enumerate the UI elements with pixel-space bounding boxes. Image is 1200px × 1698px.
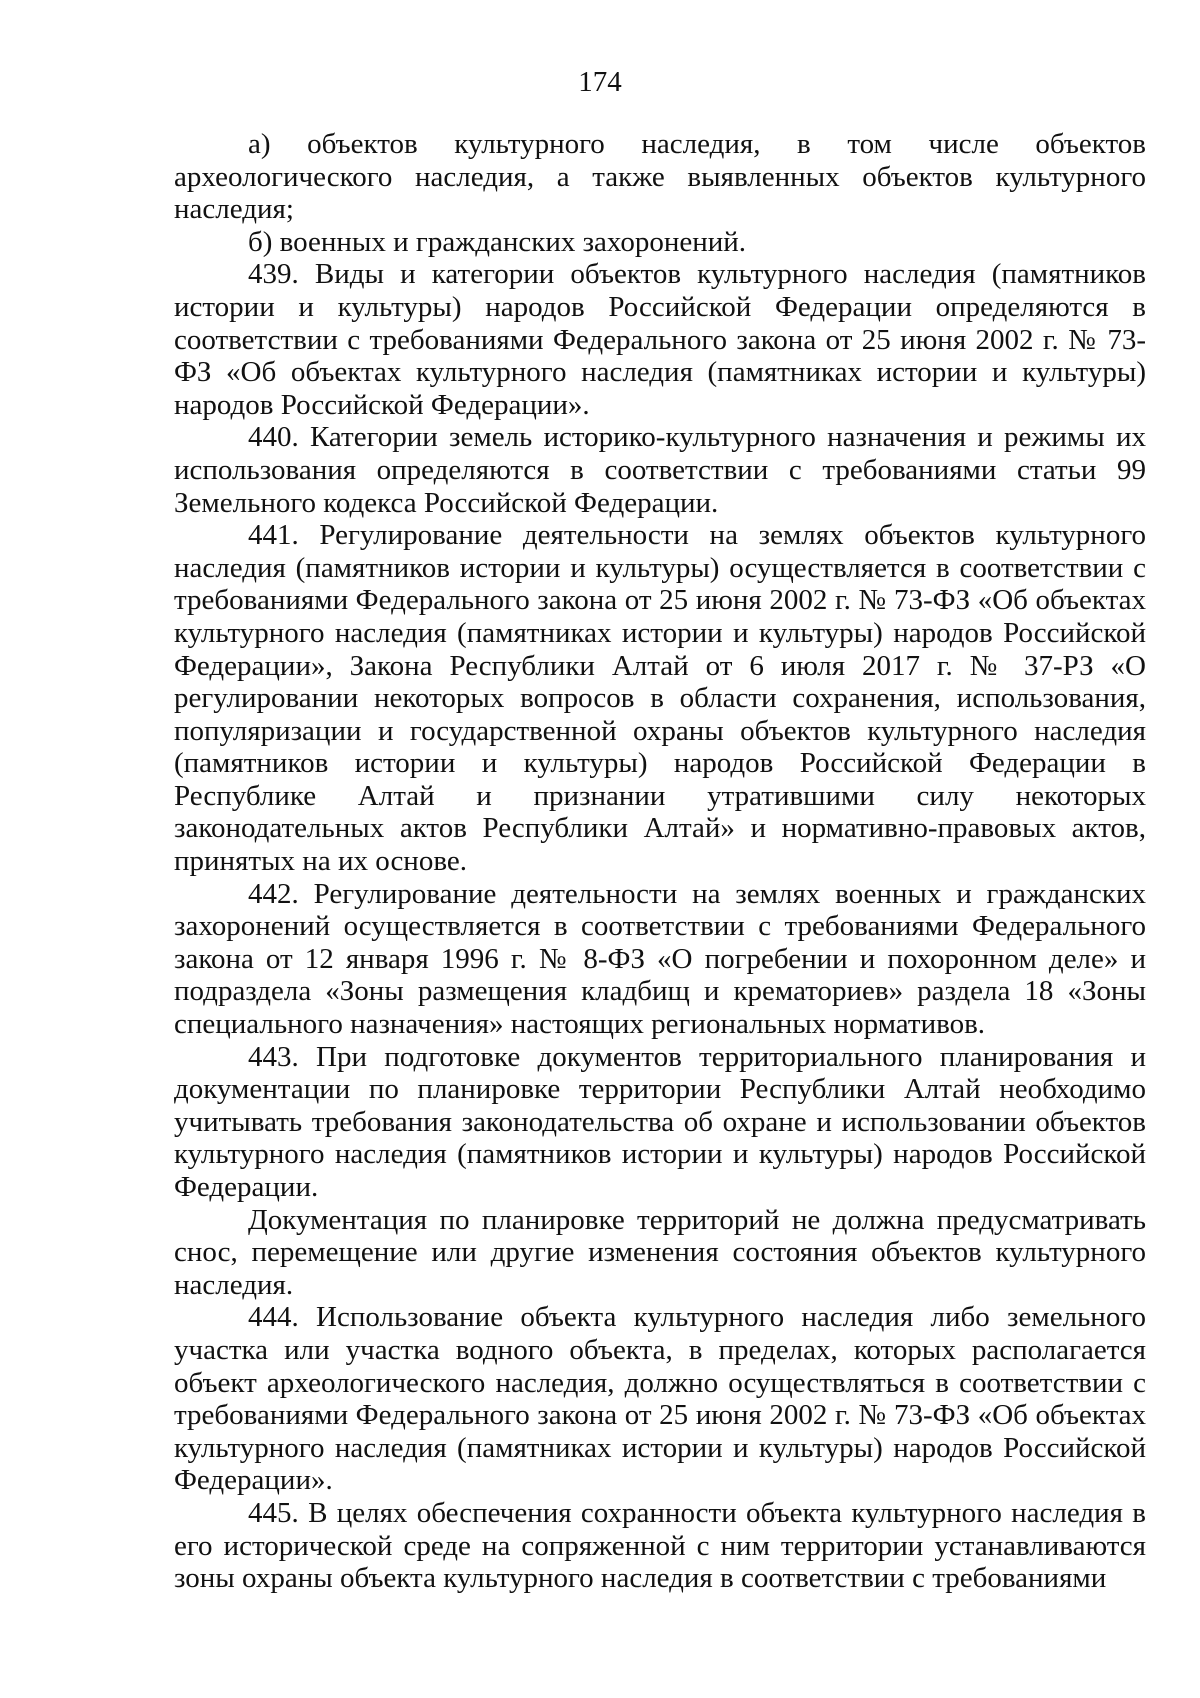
paragraph-443-continued: Документация по планировке территорий не должна предусматривать снос, перемещение или другие изменения состояния объектов культурного наследия. bbox=[174, 1203, 1146, 1301]
paragraph-443: 443. При подготовке документов территориального планирования и документации по планировке территории Республики Алтай необходимо учитывать требования законодательства об охране и использовании объектов культурного наследия (памятников истории и культуры) народов Российской Федерации. bbox=[174, 1040, 1146, 1203]
paragraph-440: 440. Категории земель историко-культурного назначения и режимы их использования определяются в соответствии с требованиями статьи 99 Земельного кодекса Российской Федерации. bbox=[174, 421, 1146, 519]
paragraph-441: 441. Регулирование деятельности на землях объектов культурного наследия (памятников истории и культуры) осуществляется в соответствии с требованиями Федерального закона от 25 июня 2002 г. № 73-ФЗ «Об объектах культурного наследия (памятниках истории и культуры) народов Российской Федерации», Закона Республики Алтай от 6 июля 2017 г. № 37-РЗ «О регулировании некоторых вопросов в области сохранения, использования, популяризации и государственной охраны объектов культурного наследия (памятников истории и культуры) народов Российской Федерации в Республике Алтай и признании утратившими силу некоторых законодательных актов Республики Алтай» и нормативно-правовых актов, принятых на их основе. bbox=[174, 519, 1146, 878]
paragraph-b: б) военных и гражданских захоронений. bbox=[248, 225, 747, 258]
paragraph-439: 439. Виды и категории объектов культурного наследия (памятников истории и культуры) народов Российской Федерации определяются в соответствии с требованиями Федерального закона от 25 июня 2002 г. № 73-ФЗ «Об объектах культурного наследия (памятниках истории и культуры) народов Российской Федерации». bbox=[174, 258, 1146, 421]
page-number: 174 bbox=[578, 66, 622, 98]
paragraph-444: 444. Использование объекта культурного наследия либо земельного участка или участка водного объекта, в пределах, которых располагается объект археологического наследия, должно осуществляться в соответствии с требованиями Федерального закона от 25 июня 2002 г. № 73-ФЗ «Об объектах культурного наследия (памятниках истории и культуры) народов Российской Федерации». bbox=[174, 1301, 1146, 1497]
paragraph-442: 442. Регулирование деятельности на землях военных и гражданских захоронений осуществляется в соответствии с требованиями Федерального закона от 12 января 1996 г. № 8-ФЗ «О погребении и похоронном деле» и подраздела «Зоны размещения кладбищ и крематориев» раздела 18 «Зоны специального назначения» настоящих региональных нормативов. bbox=[174, 877, 1146, 1041]
document-body bbox=[174, 128, 1146, 1595]
paragraph-a: а) объектов культурного наследия, в том числе объектов археологического наследия, а также выявленных объектов культурного наследия; bbox=[174, 128, 1146, 226]
paragraph-445: 445. В целях обеспечения сохранности объекта культурного наследия в его исторической среде на сопряженной с ним территории устанавливаются зоны охраны объекта культурного наследия в соответствии с требованиями bbox=[174, 1496, 1146, 1595]
